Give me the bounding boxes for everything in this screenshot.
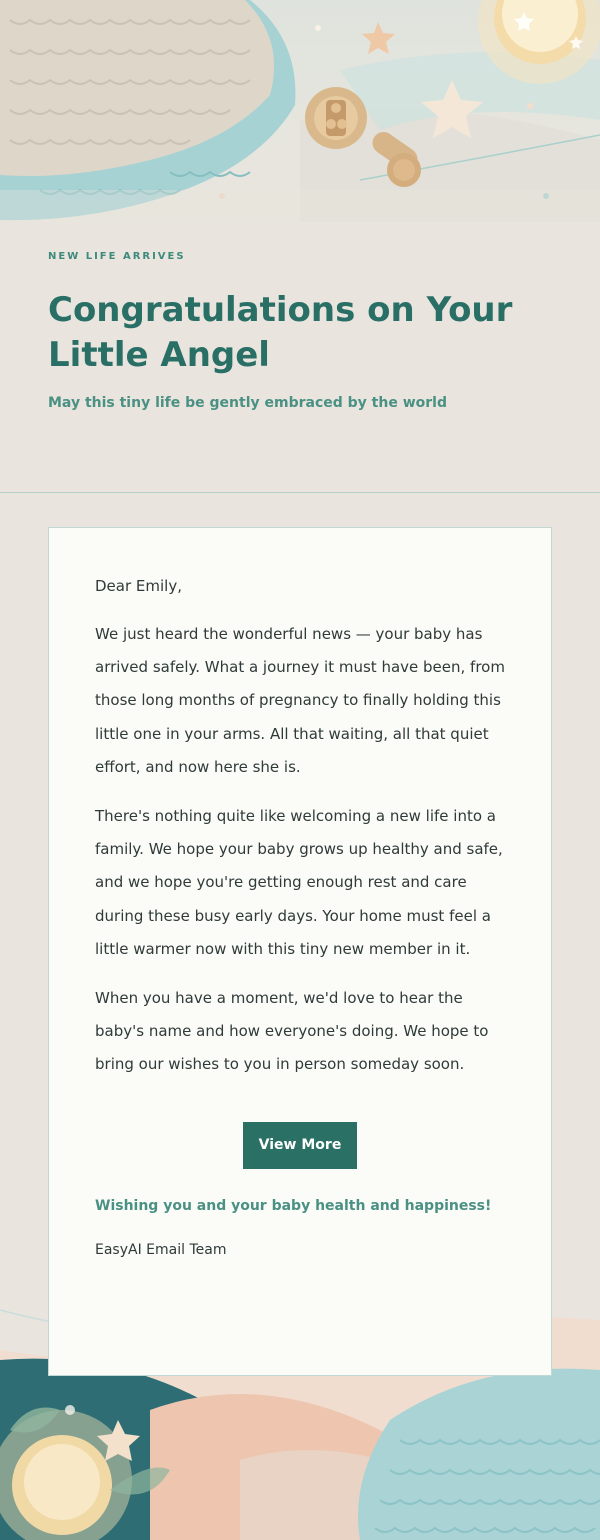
greeting: Dear Emily, bbox=[95, 577, 182, 595]
page-title: Congratulations on Your Little Angel bbox=[48, 290, 513, 375]
knitted-blanket bbox=[0, 0, 295, 220]
signature: EasyAI Email Team bbox=[95, 1241, 227, 1258]
eyebrow-label: NEW LIFE ARRIVES bbox=[48, 251, 186, 262]
message-card bbox=[48, 527, 552, 1376]
closing-wish: Wishing you and your baby health and happiness! bbox=[95, 1197, 492, 1214]
page-subtitle: May this tiny life be gently embraced by the world bbox=[48, 395, 447, 411]
body-paragraph-2: There's nothing quite like welcoming a new life into a family. We hope your baby grows up healthy and safe, and we hope you're getting enough rest and care during these busy early days. Your home must feel a little warmer now with this tiny new member in it. bbox=[95, 807, 503, 958]
view-more-button[interactable]: View More bbox=[243, 1122, 357, 1169]
body-paragraph-1: We just heard the wonderful news — your baby has arrived safely. What a journey it must have been, from those long months of pregnancy to finally holding this little one in your arms. All that waiting, all that quiet effort, and now here she is. bbox=[95, 625, 505, 776]
button-wrapper bbox=[95, 1122, 505, 1169]
body-paragraph-3: When you have a moment, we'd love to hear the baby's name and how everyone's doing. We hope to bring our wishes to you in person someday soon. bbox=[95, 989, 489, 1074]
section-divider bbox=[0, 492, 600, 493]
hero-illustration bbox=[0, 0, 600, 222]
